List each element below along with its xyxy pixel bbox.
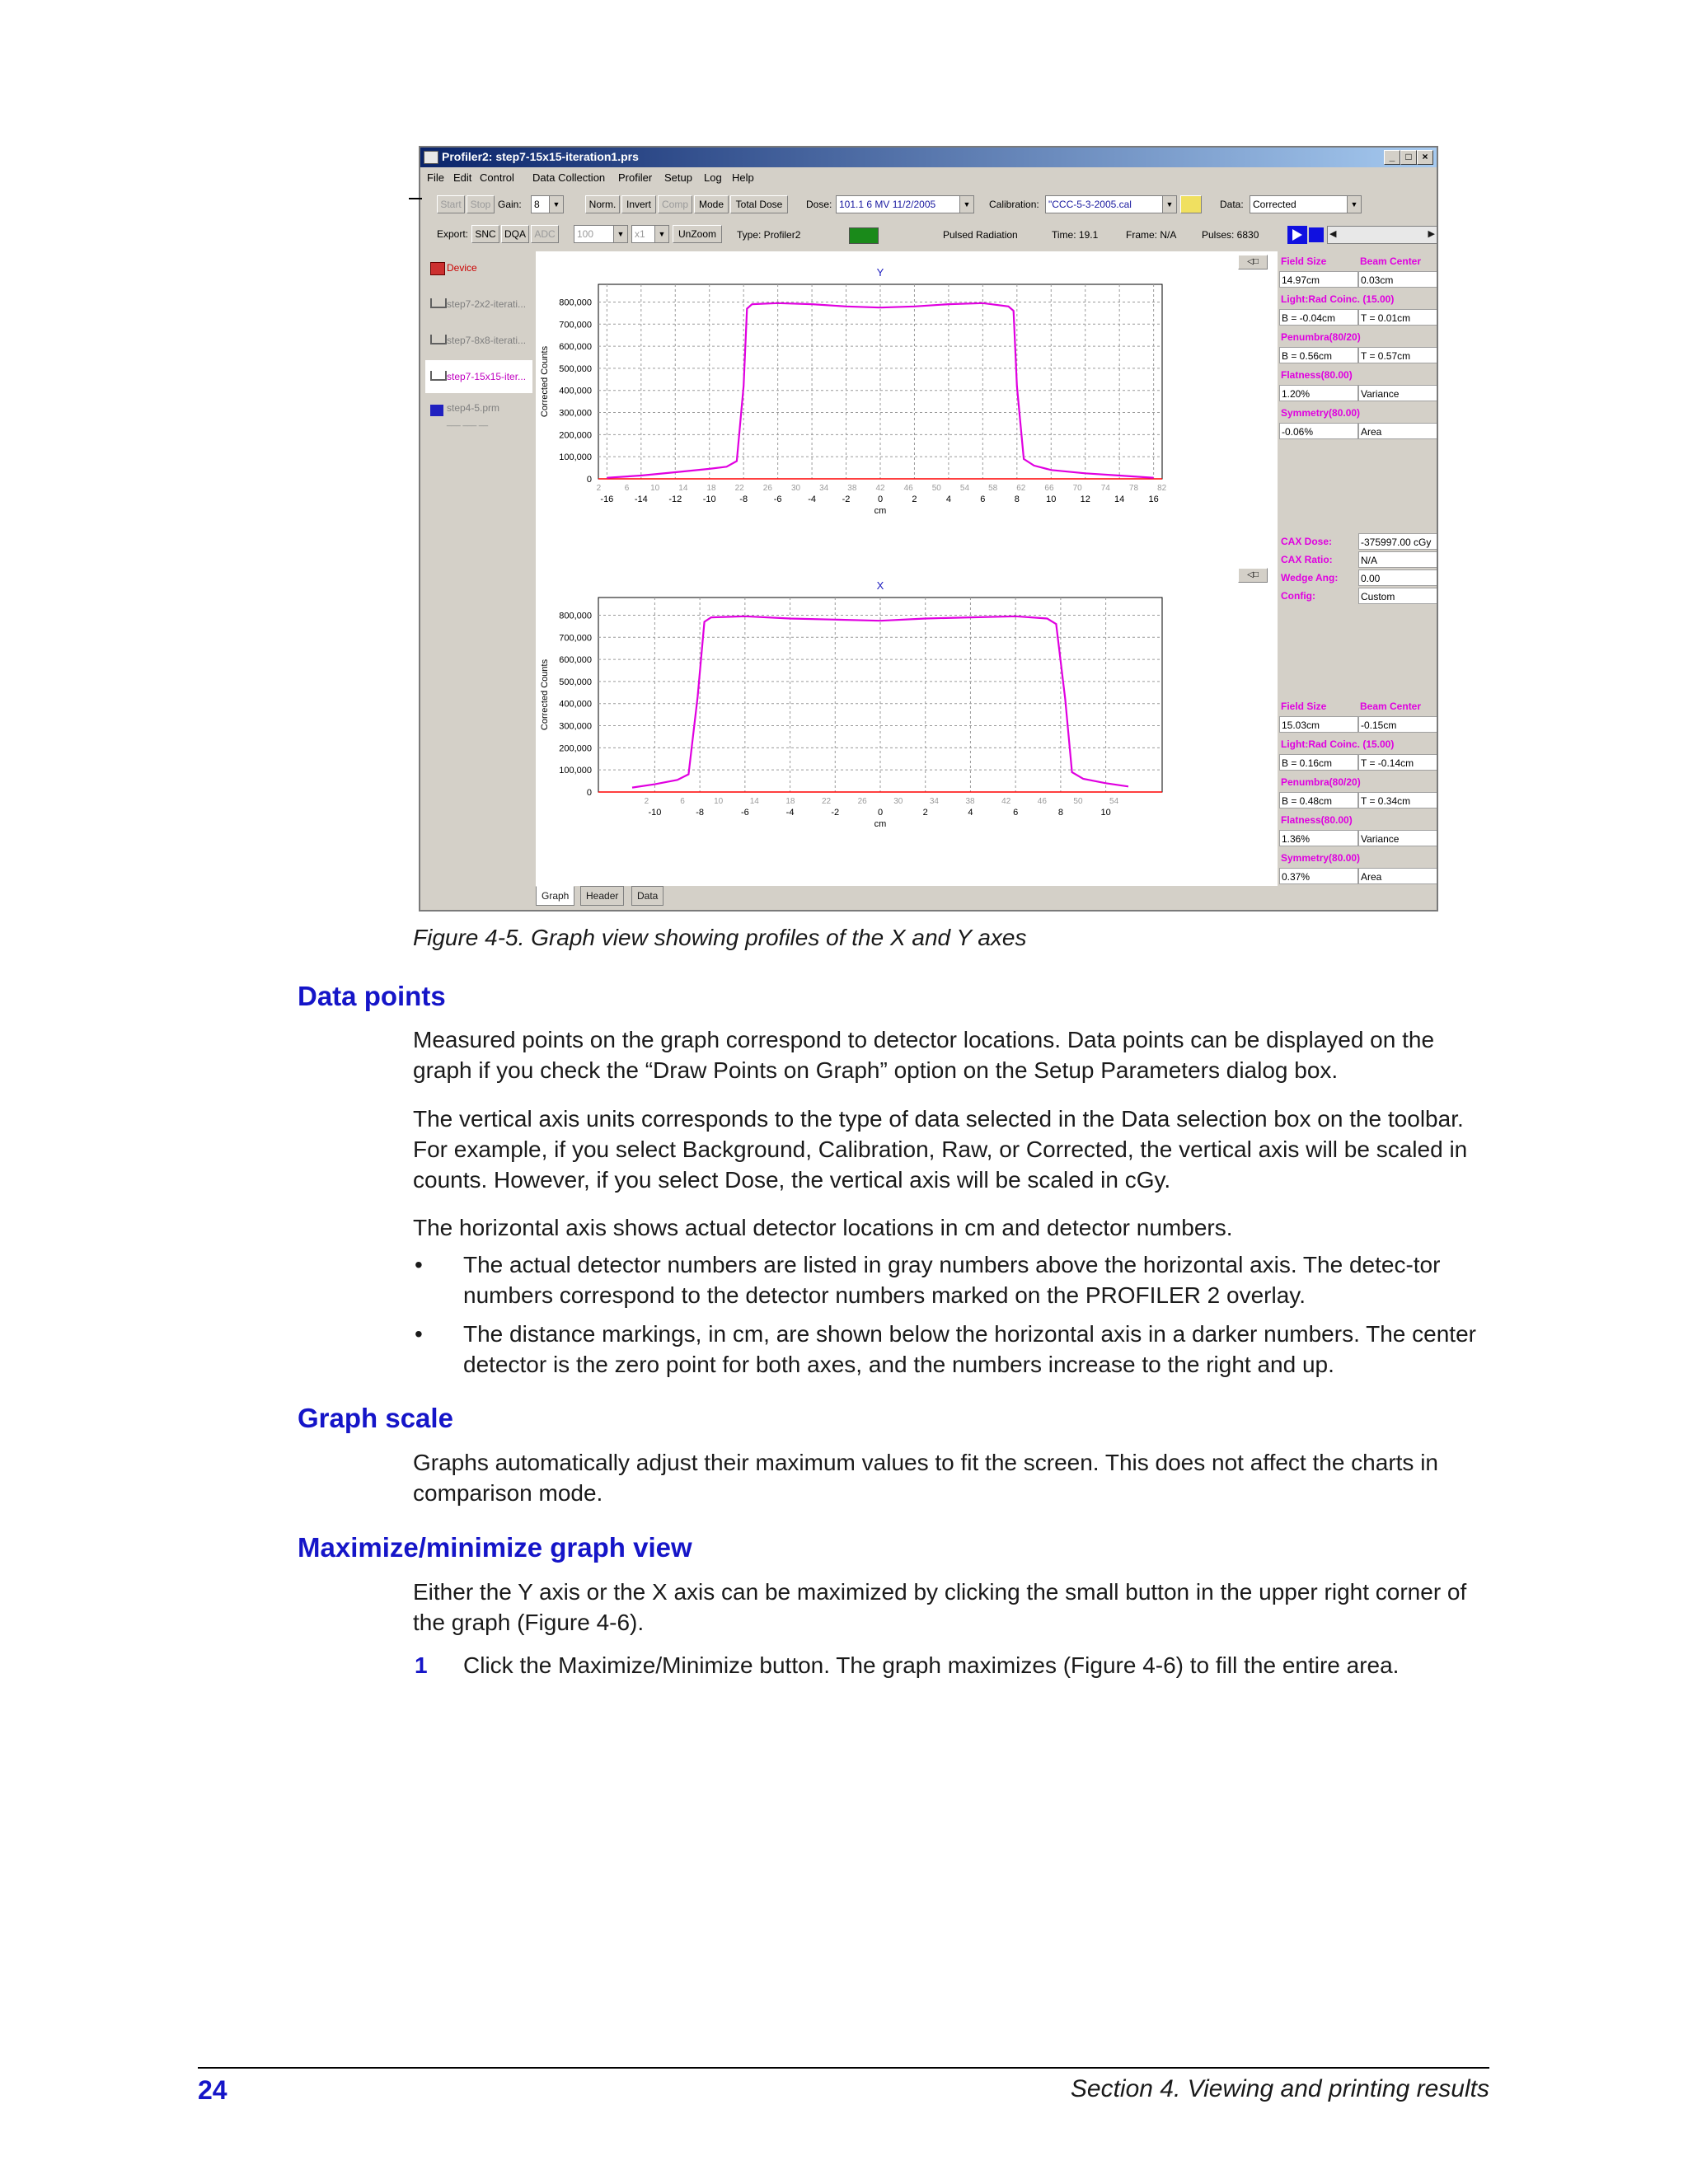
x-tick-label: -8 [696,808,705,818]
y-tick-label: 200,000 [559,743,592,754]
y-tick-label: 400,000 [559,699,592,710]
footer-rule [198,2067,1489,2069]
x-tick-label: -8 [739,494,748,504]
nav-item-file[interactable] [425,288,532,321]
flatness-head: Flatness(80.00) [1281,814,1353,826]
symmetry-head: Symmetry(80.00) [1281,852,1361,864]
close-button[interactable]: × [1417,150,1433,165]
comp-button[interactable]: Comp [658,195,692,213]
app-icon [424,151,438,164]
flatness-head: Flatness(80.00) [1281,369,1353,381]
multiplier-value: x1 [635,228,645,240]
flatness-type: Variance [1358,385,1437,401]
detector-number-label: 54 [1109,797,1119,806]
y-axis-label: Corrected Counts [540,658,550,731]
detector-number-label: 74 [1100,484,1110,493]
data-label: Data: [1220,199,1244,210]
chart-title: X [876,579,884,592]
y-tick-label: 400,000 [559,386,592,396]
flatness-type: Variance [1358,830,1437,846]
invert-button[interactable]: Invert [621,195,656,213]
symmetry-type: Area [1358,423,1437,439]
paragraph: The vertical axis units corresponds to the type of data selected in the Data selection box on the toolbar. For example, if you select Background, Calibration, Raw, or Corrected, the vertical axis will be scaled in counts. However, if you select Dose, the vertical axis will be scaled in cGy. [413,1106,1468,1193]
detector-number-label: 58 [988,484,998,493]
menu-setup[interactable]: Setup [664,171,692,184]
bullet-text: The actual detector numbers are listed in gray numbers above the horizontal axis. The detec-tor numbers correspond to the detector numbers marked on the PROFILER 2 overlay. [463,1252,1441,1308]
dose-select[interactable] [836,195,974,213]
nav-item-label: step7-15x15-iter... [447,371,527,382]
chart-title: Y [876,266,884,279]
chevron-down-icon: ▼ [959,196,973,213]
detector-number-label: 38 [847,484,857,493]
y-tick-label: 0 [586,788,592,798]
x-tick-label: 14 [1114,494,1125,504]
x-tick-label: 8 [1014,494,1020,504]
menu-control[interactable]: Control [480,171,514,184]
menu-log[interactable]: Log [704,171,722,184]
x-tick-label: 4 [968,808,973,818]
nav-item-parameters[interactable] [425,396,532,434]
detector-number-label: 66 [1044,484,1054,493]
detector-number-label: 14 [678,484,688,493]
detector-number-label: 34 [819,484,829,493]
profile-file-icon [430,335,447,344]
detector-number-label: 46 [903,484,913,493]
open-folder-icon[interactable] [1180,195,1202,213]
total-dose-button[interactable]: Total Dose [730,195,788,213]
detector-number-label: 38 [965,797,975,806]
paragraph: Graphs automatically adjust their maximum values to fit the screen. This does not affect the charts in comparison mode. [413,1450,1439,1506]
step-text: Click the Maximize/Minimize button. The graph maximizes (Figure 4-6) to fill the entire area. [463,1652,1400,1678]
light-rad-b: B = 0.16cm [1279,754,1358,771]
maximize-button[interactable]: □ [1400,150,1417,165]
detector-number-label: 78 [1128,484,1139,493]
step-number: 1 [415,1652,428,1678]
x-tick-label: 8 [1057,808,1063,818]
detector-number-label: 10 [650,484,660,493]
light-rad-t: T = 0.01cm [1358,309,1437,326]
y-tick-label: 500,000 [559,677,592,687]
time-status: Time: 19.1 [1052,229,1099,241]
x-tick-label: -4 [808,494,816,504]
gain-value: 8 [534,199,540,210]
adc-button[interactable]: ADC [531,225,559,243]
nav-item-label: step7-8x8-iterati... [447,335,527,346]
x-tick-label: -14 [634,494,648,504]
detector-number-label: 46 [1037,797,1047,806]
section-title: Section 4. Viewing and printing results [1070,2075,1489,2102]
detector-number-label: 82 [1157,484,1167,493]
detector-number-label: 2 [596,484,602,493]
nav-item-label: Device [447,262,477,274]
radiation-status: Pulsed Radiation [943,229,1018,241]
flatness-value: 1.36% [1279,830,1358,846]
chevron-left-icon[interactable]: ◀ [1329,229,1337,239]
x-tick-label: -6 [740,808,749,818]
tab-header[interactable]: Header [580,886,624,906]
chevron-down-icon: ▼ [1347,196,1361,213]
profile-file-icon [430,371,447,381]
detector-number-label: 10 [714,797,724,806]
heading-data-points: Data points [298,981,446,1011]
detector-number-label: 18 [785,797,795,806]
beam-center-head: Beam Center [1360,255,1422,267]
chevron-right-icon[interactable]: ▶ [1428,229,1435,239]
y-tick-label: 0 [586,475,592,485]
unzoom-button[interactable]: UnZoom [673,225,722,243]
detector-number-label: 26 [857,797,867,806]
maximize-y-graph-button[interactable]: ◁□ [1238,255,1268,269]
x-tick-label: 10 [1100,808,1111,818]
nav-item-device[interactable] [425,251,532,284]
wedge-value: 0.00 [1358,569,1437,586]
data-select[interactable] [1250,195,1362,213]
device-icon [430,262,445,275]
calibration-select[interactable] [1045,195,1177,213]
figure-caption: Figure 4-5. Graph view showing profiles of the X and Y axes [413,925,1027,950]
y-tick-label: 100,000 [559,452,592,463]
detector-number-label: 22 [821,797,832,806]
detector-number-label: 42 [1001,797,1011,806]
nav-item-sublabel: ___ ___ __ [447,418,489,427]
x-tick-label: -10 [648,808,662,818]
type-status: Type: Profiler2 [737,229,801,241]
symmetry-head: Symmetry(80.00) [1281,407,1361,419]
y-tick-label: 700,000 [559,633,592,644]
field-size-value: 15.03cm [1279,716,1358,733]
file-navigator [425,251,532,894]
calibration-value: "CCC-5-3-2005.cal [1048,199,1132,210]
multiplier-select[interactable] [631,225,669,243]
page-number: 24 [198,2075,227,2105]
profiler-window [419,146,1438,912]
y-tick-label: 300,000 [559,721,592,732]
x-tick-label: 10 [1046,494,1057,504]
light-rad-t: T = -0.14cm [1358,754,1437,771]
y-tick-label: 100,000 [559,766,592,776]
calibration-label: Calibration: [989,199,1039,210]
bullet-icon: • [415,1321,423,1347]
start-button[interactable]: Start [437,195,465,213]
symmetry-value: 0.37% [1279,868,1358,884]
minimize-button[interactable]: _ [1384,150,1400,165]
x-tick-label: 6 [980,494,986,504]
x-tick-label: 16 [1148,494,1159,504]
dose-label: Dose: [806,199,832,210]
tab-data[interactable]: Data [631,886,663,906]
detector-number-label: 22 [734,484,744,493]
view-tabs [536,886,783,906]
export-label: Export: [437,228,469,240]
window-titlebar [420,148,1437,167]
x-axis-label: cm [874,506,887,516]
y-tick-label: 200,000 [559,430,592,441]
x-tick-label: 0 [877,494,884,504]
nav-item-label: step7-2x2-iterati... [447,298,527,310]
parameters-icon [430,405,443,416]
penumbra-head: Penumbra(80/20) [1281,776,1361,788]
heading-graph-scale: Graph scale [298,1403,453,1433]
x-tick-label: -10 [702,494,716,504]
detector-number-label: 54 [959,484,970,493]
x-tick-label: -4 [785,808,795,818]
dose-value: 101.1 6 MV 11/2/2005 [839,199,936,210]
x-tick-label: 2 [922,808,928,818]
pulses-status: Pulses: 6830 [1202,229,1259,241]
detector-number-label: 2 [644,797,649,806]
symmetry-type: Area [1358,868,1437,884]
light-rad-b: B = -0.04cm [1279,309,1358,326]
penumbra-t: T = 0.57cm [1358,347,1437,363]
profile-file-icon [430,298,447,308]
detector-number-label: 30 [893,797,903,806]
field-size-value: 14.97cm [1279,271,1358,288]
x-tick-label: -2 [842,494,851,504]
y-tick-label: 500,000 [559,363,592,374]
menu-edit[interactable]: Edit [453,171,472,184]
window-title: Profiler2: step7-15x15-iteration1.prs [442,150,639,163]
detector-number-label: 6 [680,797,685,806]
cax-dose-value: -375997.00 cGy [1358,533,1437,550]
x-tick-label: -12 [668,494,682,504]
beam-center-value: 0.03cm [1358,271,1437,288]
dqa-button[interactable]: DQA [501,225,529,243]
frame-scrollbar[interactable] [1327,226,1437,244]
nav-item-file-selected[interactable] [425,360,532,393]
bullet-icon: • [415,1252,423,1277]
cax-ratio-value: N/A [1358,551,1437,568]
play-icon-glyph [1287,226,1307,244]
detector-number-label: 18 [706,484,716,493]
x-tick-label: -6 [773,494,782,504]
y-tick-label: 600,000 [559,342,592,353]
penumbra-b: B = 0.48cm [1279,792,1358,808]
detector-number-label: 6 [624,484,630,493]
chevron-down-icon: ▼ [549,196,563,213]
light-rad-head: Light:Rad Coinc. (15.00) [1281,293,1395,305]
detector-number-label: 14 [749,797,759,806]
menu-profiler[interactable]: Profiler [618,171,653,184]
config-value: Custom [1358,588,1437,604]
play-icon[interactable] [1287,226,1307,244]
chevron-down-icon: ▼ [654,226,668,242]
penumbra-t: T = 0.34cm [1358,792,1437,808]
x-tick-label: 12 [1080,494,1090,504]
field-size-head: Field Size [1281,255,1327,267]
paragraph: The horizontal axis shows actual detector locations in cm and detector numbers. [413,1215,1233,1240]
menu-file[interactable]: File [427,171,444,184]
menu-bar [420,169,1437,187]
symmetry-value: -0.06% [1279,423,1358,439]
menu-data-collection[interactable]: Data Collection [532,171,606,184]
detector-number-label: 26 [762,484,772,493]
cax-dose-head: CAX Dose: [1281,536,1333,547]
zoom-select[interactable] [574,225,628,243]
detector-number-label: 70 [1072,484,1082,493]
config-head: Config: [1281,590,1315,602]
y-tick-label: 300,000 [559,408,592,419]
data-value: Corrected [1253,199,1296,210]
paragraph: Either the Y axis or the X axis can be maximized by clicking the small button in the upper right corner of the graph (Figure 4-6). [413,1579,1467,1635]
field-size-head: Field Size [1281,701,1327,712]
bullet-text: The distance markings, in cm, are shown below the horizontal axis in a darker numbers. The center detector is the zero point for both axes, and the numbers increase to the right and up. [463,1321,1476,1377]
gain-select[interactable] [531,195,564,213]
y-tick-label: 700,000 [559,320,592,330]
x-tick-label: 4 [945,494,951,504]
x-tick-label: -16 [600,494,614,504]
maximize-x-graph-button[interactable]: ◁□ [1238,568,1268,583]
light-rad-head: Light:Rad Coinc. (15.00) [1281,738,1395,750]
nav-item-label: step4-5.prm [447,402,500,414]
paragraph: Measured points on the graph correspond to detector locations. Data points can be displayed on the graph if you check the “Draw Points on Graph” option on the Setup Parameters dialog box. [413,1027,1435,1083]
detector-number-label: 50 [931,484,941,493]
chevron-down-icon: ▼ [1162,196,1176,213]
y-tick-label: 600,000 [559,655,592,666]
tab-graph[interactable]: Graph [536,886,574,906]
zoom-value: 100 [577,228,594,240]
beam-center-head: Beam Center [1360,701,1422,712]
gain-label: Gain: [498,199,522,210]
x-tick-label: 6 [1013,808,1019,818]
menu-help[interactable]: Help [732,171,754,184]
penumbra-head: Penumbra(80/20) [1281,331,1361,343]
y-tick-label: 800,000 [559,611,592,621]
cax-ratio-head: CAX Ratio: [1281,554,1333,565]
wedge-head: Wedge Ang: [1281,572,1339,583]
heading-maximize: Maximize/minimize graph view [298,1532,692,1563]
detector-number-label: 62 [1016,484,1026,493]
chevron-down-icon: ▼ [613,226,627,242]
penumbra-b: B = 0.56cm [1279,347,1358,363]
beam-center-value: -0.15cm [1358,716,1437,733]
stop-button[interactable]: Stop [467,195,495,213]
detector-number-label: 42 [875,484,885,493]
detector-number-label: 30 [790,484,801,493]
x-tick-label: 0 [877,808,884,818]
x-tick-label: 2 [912,494,917,504]
status-indicator [849,227,879,244]
stop-square-icon[interactable] [1309,227,1324,242]
x-tick-label: -2 [831,808,840,818]
x-axis-label: cm [874,819,887,829]
norm-button[interactable]: Norm. [585,195,620,213]
y-tick-label: 800,000 [559,298,592,308]
detector-number-label: 50 [1073,797,1083,806]
y-axis-label: Corrected Counts [540,345,550,418]
snc-button[interactable]: SNC [471,225,499,243]
mode-button[interactable]: Mode [694,195,729,213]
callout-line [409,198,422,199]
nav-item-file[interactable] [425,324,532,357]
detector-number-label: 34 [929,797,940,806]
frame-status: Frame: N/A [1126,229,1177,241]
profile-graphs [536,251,1278,886]
flatness-value: 1.20% [1279,385,1358,401]
